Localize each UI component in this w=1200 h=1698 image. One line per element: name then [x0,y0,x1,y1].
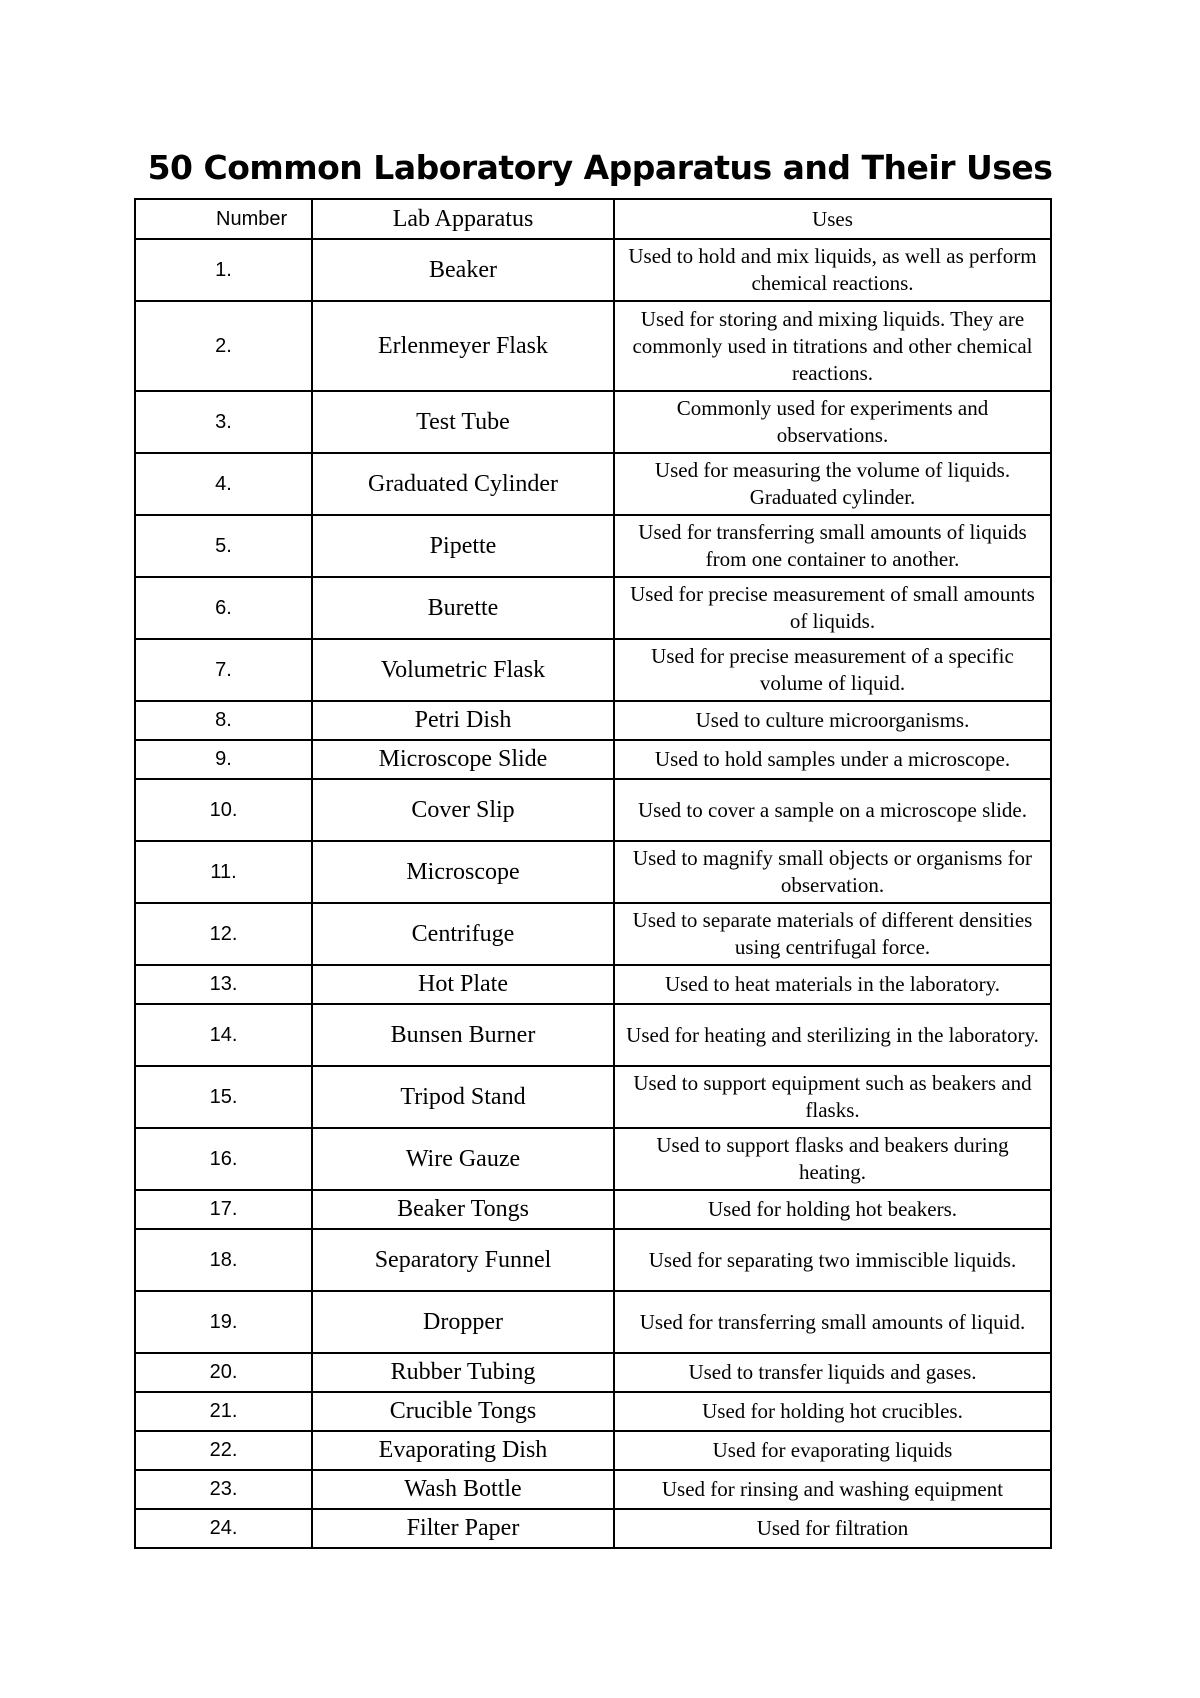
table-row [135,1128,1051,1190]
column-header-number: Number [135,199,312,239]
row-apparatus: Separatory Funnel [312,1229,614,1291]
table-row [135,903,1051,965]
row-number: 23. [135,1470,312,1509]
table-row [135,1004,1051,1066]
row-number: 19. [135,1291,312,1353]
row-uses: Used for measuring the volume of liquids. Graduated cylinder. [614,453,1051,515]
column-header-apparatus: Lab Apparatus [312,199,614,239]
table-row [135,1470,1051,1509]
row-apparatus: Beaker [312,239,614,301]
table-row [135,1509,1051,1548]
table-row [135,301,1051,391]
table-row [135,1431,1051,1470]
row-uses: Used for evaporating liquids [614,1431,1051,1470]
row-apparatus: Dropper [312,1291,614,1353]
row-number: 18. [135,1229,312,1291]
row-number: 9. [135,740,312,779]
table-row [135,1229,1051,1291]
row-apparatus: Test Tube [312,391,614,453]
row-number: 2. [135,301,312,391]
table-row [135,1066,1051,1128]
table-row [135,453,1051,515]
apparatus-table [134,198,1052,1549]
row-uses: Used for transferring small amounts of liquids from one container to another. [614,515,1051,577]
table-row [135,1392,1051,1431]
row-apparatus: Bunsen Burner [312,1004,614,1066]
row-apparatus: Evaporating Dish [312,1431,614,1470]
row-uses: Used to culture microorganisms. [614,701,1051,740]
row-apparatus: Wash Bottle [312,1470,614,1509]
row-number: 8. [135,701,312,740]
row-uses: Used for heating and sterilizing in the laboratory. [614,1004,1051,1066]
row-number: 14. [135,1004,312,1066]
table-row [135,1190,1051,1229]
row-number: 12. [135,903,312,965]
row-apparatus: Beaker Tongs [312,1190,614,1229]
row-number: 3. [135,391,312,453]
row-apparatus: Petri Dish [312,701,614,740]
table-header-row [135,199,1051,239]
row-uses: Used for rinsing and washing equipment [614,1470,1051,1509]
row-uses: Used for filtration [614,1509,1051,1548]
row-uses: Used to cover a sample on a microscope slide. [614,779,1051,841]
row-uses: Used to transfer liquids and gases. [614,1353,1051,1392]
row-apparatus: Microscope [312,841,614,903]
row-number: 7. [135,639,312,701]
row-apparatus: Cover Slip [312,779,614,841]
row-apparatus: Crucible Tongs [312,1392,614,1431]
row-apparatus: Microscope Slide [312,740,614,779]
row-apparatus: Erlenmeyer Flask [312,301,614,391]
table-row [135,391,1051,453]
row-apparatus: Centrifuge [312,903,614,965]
row-apparatus: Tripod Stand [312,1066,614,1128]
table-row [135,779,1051,841]
page-title: 50 Common Laboratory Apparatus and Their Uses [147,148,1053,187]
table-row [135,740,1051,779]
row-apparatus: Graduated Cylinder [312,453,614,515]
row-number: 20. [135,1353,312,1392]
row-number: 10. [135,779,312,841]
row-uses: Used to support equipment such as beakers and flasks. [614,1066,1051,1128]
table-row [135,577,1051,639]
row-number: 5. [135,515,312,577]
row-uses: Used to support flasks and beakers during heating. [614,1128,1051,1190]
row-apparatus: Pipette [312,515,614,577]
table-row [135,515,1051,577]
table-row [135,239,1051,301]
row-uses: Used for holding hot crucibles. [614,1392,1051,1431]
row-uses: Used for separating two immiscible liquids. [614,1229,1051,1291]
table-row [135,965,1051,1004]
row-uses: Used to separate materials of different densities using centrifugal force. [614,903,1051,965]
table-row [135,1353,1051,1392]
row-number: 24. [135,1509,312,1548]
row-apparatus: Volumetric Flask [312,639,614,701]
table-row [135,841,1051,903]
row-uses: Used for storing and mixing liquids. They are commonly used in titrations and other chemical reactions. [614,301,1051,391]
row-number: 17. [135,1190,312,1229]
row-number: 21. [135,1392,312,1431]
row-uses: Used to hold samples under a microscope. [614,740,1051,779]
row-number: 1. [135,239,312,301]
row-uses: Used for transferring small amounts of liquid. [614,1291,1051,1353]
row-apparatus: Wire Gauze [312,1128,614,1190]
row-uses: Used to hold and mix liquids, as well as perform chemical reactions. [614,239,1051,301]
row-uses: Used for precise measurement of a specific volume of liquid. [614,639,1051,701]
row-uses: Used to heat materials in the laboratory. [614,965,1051,1004]
column-header-uses: Uses [614,199,1051,239]
row-number: 22. [135,1431,312,1470]
row-number: 6. [135,577,312,639]
row-apparatus: Rubber Tubing [312,1353,614,1392]
table-row [135,1291,1051,1353]
row-number: 11. [135,841,312,903]
row-uses: Used to magnify small objects or organisms for observation. [614,841,1051,903]
row-number: 4. [135,453,312,515]
row-apparatus: Burette [312,577,614,639]
table-row [135,639,1051,701]
row-apparatus: Hot Plate [312,965,614,1004]
table-row [135,701,1051,740]
row-number: 13. [135,965,312,1004]
row-uses: Used for precise measurement of small amounts of liquids. [614,577,1051,639]
row-uses: Commonly used for experiments and observations. [614,391,1051,453]
row-number: 16. [135,1128,312,1190]
row-apparatus: Filter Paper [312,1509,614,1548]
row-uses: Used for holding hot beakers. [614,1190,1051,1229]
row-number: 15. [135,1066,312,1128]
